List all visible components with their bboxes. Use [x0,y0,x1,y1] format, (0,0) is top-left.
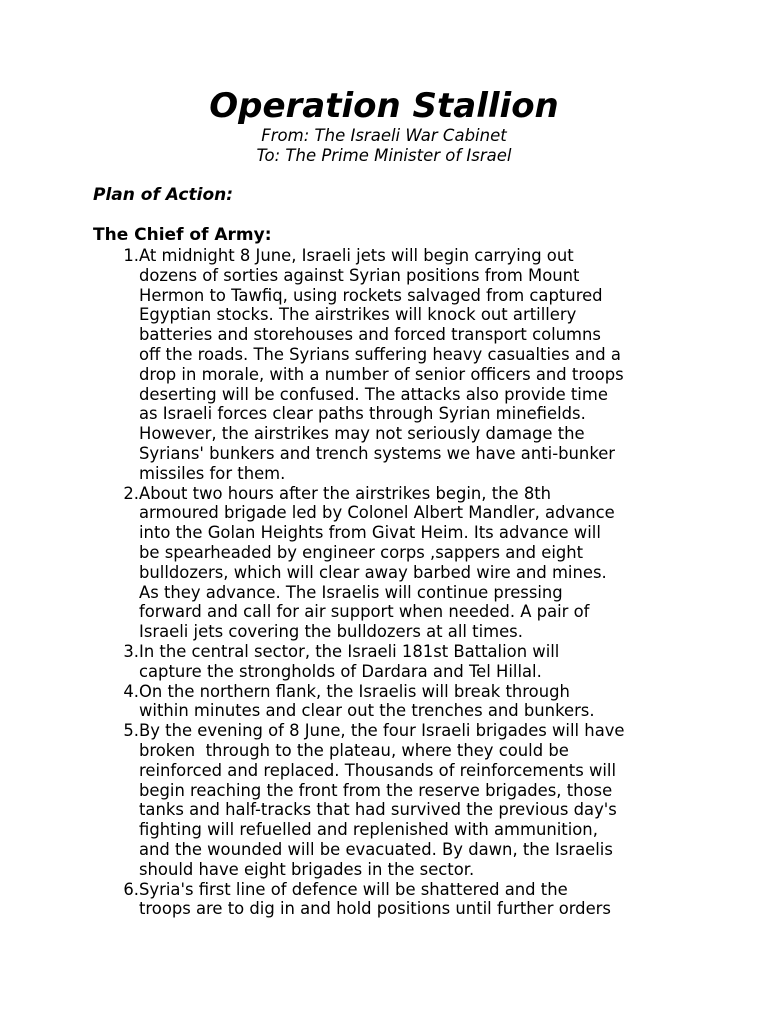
text-line: On the northern flank, the Israelis will break through [139,681,570,701]
text-line: missiles for them. [139,463,286,483]
text-line: fighting will refuelled and replenished with ammunition, [139,820,598,840]
list-item-text [139,246,679,484]
text-line: should have eight brigades in the sector. [139,859,475,879]
text-line: armoured brigade led by Colonel Albert Mandler, advance [139,503,615,523]
text-line: tanks and half-tracks that had survived the previous day's [139,800,617,820]
list-item [93,682,693,722]
from-line: From: The Israeli War Cabinet [261,126,507,145]
text-line: At midnight 8 June, Israeli jets will begin carrying out [139,246,574,265]
text-line: As they advance. The Israelis will continue pressing [139,582,563,602]
text-line: drop in morale, with a number of senior officers and troops [139,364,624,384]
list-item [93,642,693,682]
text-line: Hermon to Tawfiq, using rockets salvaged from captured [139,285,603,305]
text-line: Syria's first line of defence will be shattered and the [139,879,568,899]
text-line: capture the strongholds of Dardara and Tel Hillal. [139,661,542,681]
list-item-text [139,721,679,879]
list-item-number: 2. [123,483,139,503]
list-item-number: 4. [123,681,139,701]
text-line: reinforced and replaced. Thousands of reinforcements will [139,760,617,780]
plan-heading: Plan of Action: [93,185,234,205]
text-line: off the roads. The Syrians suffering heavy casualties and a [139,344,621,364]
text-line: In the central sector, the Israeli 181st Battalion will [139,641,560,661]
list-item-number: 3. [123,641,139,661]
text-line: and the wounded will be evacuated. By dawn, the Israelis [139,839,613,859]
text-line: troops are to dig in and hold positions until further orders [139,899,611,919]
to-line: To: The Prime Minister of Israel [256,146,512,165]
text-line: By the evening of 8 June, the four Israeli brigades will have [139,721,625,741]
document-title: Operation Stallion [209,86,559,126]
list-item-number: 1. [123,246,139,265]
list-item [93,246,693,484]
list-item-text [139,682,679,722]
text-line: About two hours after the airstrikes begin, the 8th [139,483,552,503]
list-item-text [139,484,679,642]
text-line: However, the airstrikes may not seriously damage the [139,424,585,444]
text-line: be spearheaded by engineer corps ,sappers and eight [139,542,584,562]
list-item-number: 5. [123,721,139,741]
list-item [93,880,693,920]
section-heading: The Chief of Army: [93,225,272,245]
list-item [93,721,693,879]
list-item-text [139,642,679,682]
text-line: dozens of sorties against Syrian positions from Mount [139,265,580,285]
text-line: Syrians' bunkers and trench systems we have anti-bunker [139,443,616,463]
text-line: Egyptian stocks. The airstrikes will knock out artillery [139,305,577,325]
text-line: begin reaching the front from the reserve brigades, those [139,780,613,800]
text-line: broken through to the plateau, where they could be [139,740,569,760]
list-item [93,484,693,642]
list-item-number: 6. [123,879,139,899]
text-line: forward and call for air support when needed. A pair of [139,602,590,622]
action-list [93,246,693,919]
text-line: within minutes and clear out the trenches and bunkers. [139,701,595,721]
text-line: Israeli jets covering the bulldozers at all times. [139,622,523,642]
text-line: as Israeli forces clear paths through Syrian minefields. [139,404,586,424]
text-line: batteries and storehouses and forced transport columns [139,325,601,345]
list-item-text [139,880,679,920]
text-line: bulldozers, which will clear away barbed wire and mines. [139,562,607,582]
text-line: deserting will be confused. The attacks also provide time [139,384,608,404]
text-line: into the Golan Heights from Givat Heim. Its advance will [139,523,601,543]
